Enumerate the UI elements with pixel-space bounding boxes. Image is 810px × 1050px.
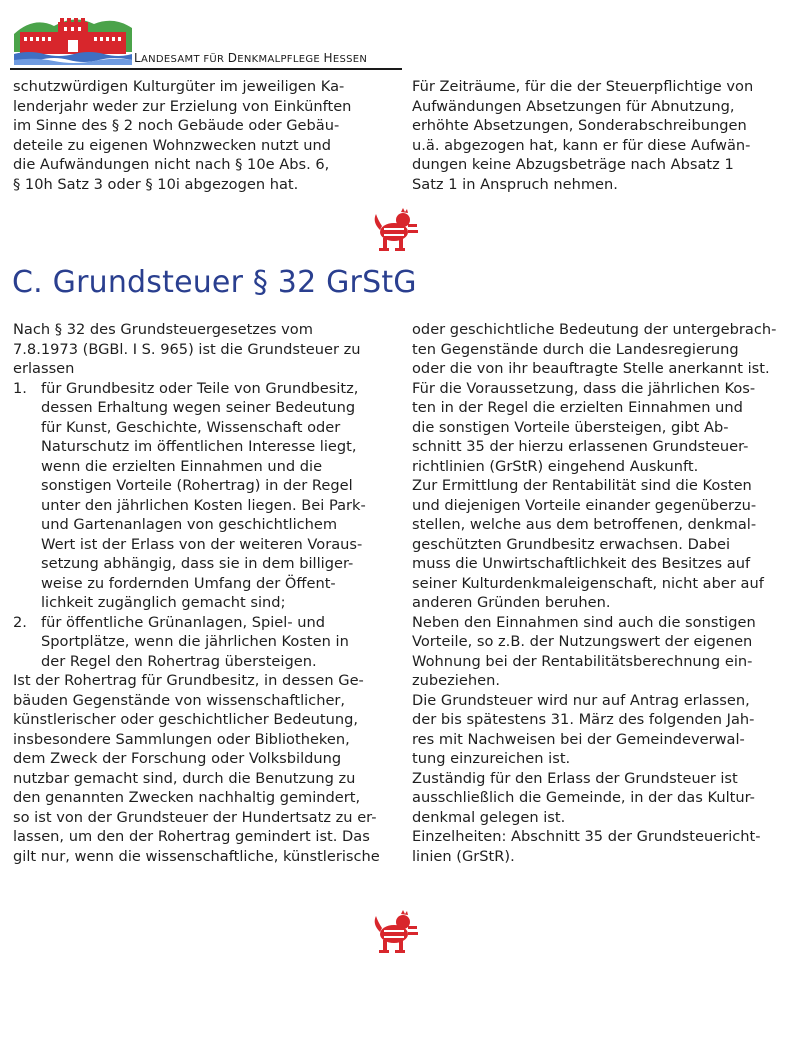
- text-line: Vorteile, so z.B. der Nutzungswert der eigenen: [412, 633, 753, 650]
- list-number: 2.: [13, 613, 27, 631]
- top-right-column: [412, 77, 797, 194]
- text-line: nutzbar gemacht sind, durch die Benutzung zu: [13, 769, 356, 787]
- text-line: lenderjahr weder zur Erzielung von Einkünften: [13, 97, 352, 115]
- text-line: die sonstigen Vorteile übersteigen, gibt Ab-: [412, 418, 729, 436]
- text-line: erlassen: [13, 360, 75, 377]
- text-line: wenn die erzielten Einnahmen und die: [41, 457, 323, 475]
- hessen-lion-icon: [372, 910, 420, 956]
- text-line: so ist von der Grundsteuer der Hundertsatz zu er-: [13, 808, 377, 826]
- text-line: u.ä. abgezogen hat, kann er für diese Aufwän-: [412, 136, 751, 154]
- text-line: ten in der Regel die erzielten Einnahmen und: [412, 399, 743, 416]
- text-line: unter den jährlichen Kosten liegen. Bei Park-: [41, 496, 366, 514]
- text-line: insbesondere Sammlungen oder Bibliotheken,: [13, 730, 350, 748]
- text-line: Nach § 32 des Grundsteuergesetzes vom: [13, 321, 313, 338]
- text-line: ten Gegenstände durch die Landesregierung: [412, 340, 739, 358]
- text-line: den genannten Zwecken nachhaltig gemindert,: [13, 789, 361, 806]
- text-line: § 10h Satz 3 oder § 10i abgezogen hat.: [13, 175, 299, 193]
- text-line: Satz 1 in Anspruch nehmen.: [412, 175, 618, 193]
- text-line: ausschließlich die Gemeinde, in der das Kultur-: [412, 789, 755, 806]
- text-line: stellen, welche aus dem betroffenen, denkmal-: [412, 516, 757, 533]
- text-line: deteile zu eigenen Wohnzwecken nutzt und: [13, 136, 332, 154]
- text-line: Für die Voraussetzung, dass die jährlichen Kos-: [412, 379, 756, 397]
- list-item-1: [13, 379, 398, 613]
- text-line: Für Zeiträume, für die der Steuerpflichtige von: [412, 78, 754, 95]
- text-line: schutzwürdigen Kulturgüter im jeweiligen Ka-: [13, 78, 345, 95]
- text-line: dungen keine Abzugsbeträge nach Absatz 1: [412, 156, 734, 173]
- text-line: Ist der Rohertrag für Grundbesitz, in dessen Ge-: [13, 672, 364, 689]
- page-header: [10, 12, 402, 70]
- text-line: künstlerischer oder geschichtlicher Bedeutung,: [13, 711, 358, 728]
- text-line: dessen Erhaltung wegen seiner Bedeutung: [41, 399, 356, 416]
- header-rule: [10, 68, 402, 70]
- text-line: Einzelheiten: Abschnitt 35 der Grundsteuericht-: [412, 828, 761, 845]
- text-line: zubeziehen.: [412, 672, 500, 689]
- top-left-column: [13, 77, 393, 194]
- text-line: setzung abhängig, dass sie in dem billiger-: [41, 555, 354, 572]
- text-line: anderen Gründen beruhen.: [412, 594, 611, 611]
- text-line: muss die Unwirtschaftlichkeit des Besitzes auf: [412, 555, 751, 572]
- text-line: bäuden Gegenstände von wissenschaftlicher,: [13, 691, 346, 709]
- main-right-column: [412, 320, 797, 866]
- text-line: geschützten Grundbesitz erwachsen. Dabei: [412, 535, 731, 553]
- text-line: Zur Ermittlung der Rentabilität sind die Kosten: [412, 477, 752, 494]
- text-line: dem Zweck der Forschung oder Volksbildung: [13, 750, 342, 767]
- text-line: Neben den Einnahmen sind auch die sonstigen: [412, 613, 756, 631]
- text-line: schnitt 35 der hierzu erlassenen Grundsteuer-: [412, 438, 749, 455]
- text-line: oder geschichtliche Bedeutung der untergebrach-: [412, 321, 777, 338]
- main-left-column: [13, 320, 398, 866]
- text-line: der bis spätestens 31. März des folgenden Jah-: [412, 711, 755, 728]
- text-line: linien (GrStR).: [412, 847, 515, 865]
- text-line: erhöhte Absetzungen, Sonderabschreibungen: [412, 117, 747, 134]
- list-number: 1.: [13, 379, 27, 397]
- text-line: Wohnung bei der Rentabilitätsberechnung ein-: [412, 652, 753, 670]
- text-line: res mit Nachweisen bei der Gemeindeverwal-: [412, 730, 745, 748]
- text-line: oder die von ihr beauftragte Stelle anerkannt ist.: [412, 360, 770, 377]
- text-line: richtlinien (GrStR) eingehend Auskunft.: [412, 457, 699, 475]
- text-line: 2. für öffentliche Grünanlagen, Spiel- und: [13, 613, 326, 631]
- text-line: 1. für Grundbesitz oder Teile von Grundbesitz,: [13, 379, 359, 397]
- hessen-lion-icon: [372, 208, 420, 254]
- text-line: lichkeit zugänglich gemacht sind;: [41, 594, 286, 611]
- text-line: Aufwändungen Absetzungen für Abnutzung,: [412, 97, 735, 115]
- section-heading: C. Grundsteuer § 32 GrStG: [12, 265, 417, 300]
- text-line: tung einzureichen ist.: [412, 750, 571, 767]
- castle-logo-icon: [14, 12, 132, 66]
- text-line: lassen, um den der Rohertrag gemindert ist. Das: [13, 828, 370, 845]
- list-item-2: [13, 613, 398, 672]
- header-title: LANDESAMT FÜR DENKMALPFLEGE HESSEN: [134, 51, 368, 65]
- text-line: Sportplätze, wenn die jährlichen Kosten in: [41, 633, 349, 650]
- text-line: gilt nur, wenn die wissenschaftliche, künstlerische: [13, 847, 380, 865]
- text-line: Zuständig für den Erlass der Grundsteuer ist: [412, 769, 738, 787]
- text-line: und diejenigen Vorteile einander gegenüberzu-: [412, 496, 757, 514]
- text-line: der Regel den Rohertrag übersteigen.: [41, 652, 317, 670]
- text-line: im Sinne des § 2 noch Gebäude oder Gebäu-: [13, 117, 340, 134]
- text-line: die Aufwändungen nicht nach § 10e Abs. 6,: [13, 156, 330, 173]
- text-line: denkmal gelegen ist.: [412, 808, 566, 826]
- text-line: Naturschutz im öffentlichen Interesse liegt,: [41, 438, 357, 455]
- text-line: für Kunst, Geschichte, Wissenschaft oder: [41, 418, 341, 436]
- text-line: 7.8.1973 (BGBl. I S. 965) ist die Grundsteuer zu: [13, 340, 361, 358]
- text-line: sonstigen Vorteile (Rohertrag) in der Regel: [41, 477, 353, 494]
- text-line: Die Grundsteuer wird nur auf Antrag erlassen,: [412, 691, 750, 709]
- text-line: weise zu fordernden Umfang der Öffent-: [41, 574, 336, 592]
- text-line: und Gartenanlagen von geschichtlichem: [41, 516, 338, 533]
- text-line: Wert ist der Erlass von der weiteren Voraus-: [41, 535, 363, 553]
- text-line: seiner Kulturdenkmaleigenschaft, nicht aber auf: [412, 574, 764, 592]
